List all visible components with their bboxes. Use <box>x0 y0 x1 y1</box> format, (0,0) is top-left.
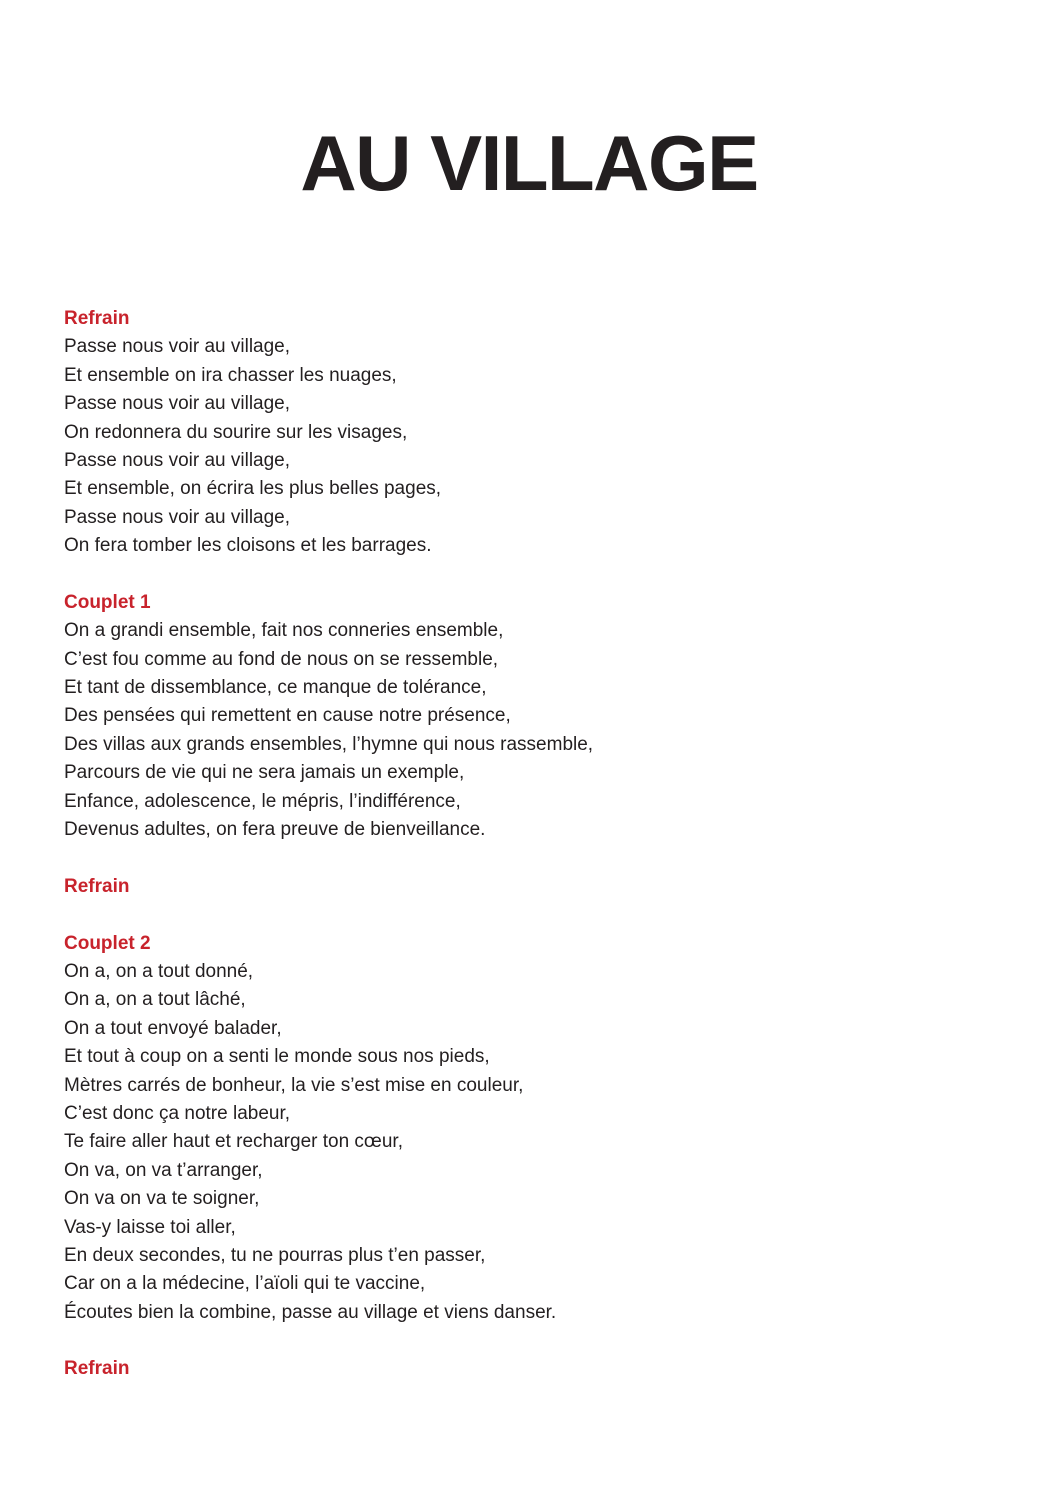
lyric-line: Des pensées qui remettent en cause notre présence, <box>64 705 511 727</box>
lyrics-body <box>64 305 964 1412</box>
lyric-line: On va, on va t’arranger, <box>64 1159 263 1181</box>
lyric-line: Écoutes bien la combine, passe au village et viens danser. <box>64 1301 557 1323</box>
lyric-line: Car on a la médecine, l’aïoli qui te vaccine, <box>64 1273 426 1295</box>
lyric-line: Passe nous voir au village, <box>64 393 291 415</box>
lyric-line: Passe nous voir au village, <box>64 506 291 528</box>
lyric-line: Et ensemble on ira chasser les nuages, <box>64 364 397 386</box>
lyric-line: Et tout à coup on a senti le monde sous nos pieds, <box>64 1046 490 1068</box>
lyric-line: Passe nous voir au village, <box>64 336 291 358</box>
section-heading: Refrain <box>64 1358 130 1380</box>
lyric-line: On a grandi ensemble, fait nos conneries ensemble, <box>64 620 504 642</box>
lyric-line: C’est donc ça notre labeur, <box>64 1102 291 1124</box>
lyric-line: Mètres carrés de bonheur, la vie s’est mise en couleur, <box>64 1074 524 1096</box>
lyric-line: On redonnera du sourire sur les visages, <box>64 421 408 443</box>
lyric-line: On a, on a tout donné, <box>64 960 254 982</box>
lyric-line: Enfance, adolescence, le mépris, l’indifférence, <box>64 790 461 812</box>
lyric-line: Passe nous voir au village, <box>64 449 291 471</box>
lyric-line: Parcours de vie qui ne sera jamais un exemple, <box>64 762 465 784</box>
page-title: AU VILLAGE <box>300 119 758 207</box>
lyric-line: On va on va te soigner, <box>64 1188 260 1210</box>
lyric-line: Vas-y laisse toi aller, <box>64 1216 236 1238</box>
lyric-line: Te faire aller haut et recharger ton cœur, <box>64 1131 403 1153</box>
section-heading: Refrain <box>64 308 130 329</box>
section-couplet-1 <box>64 589 964 845</box>
lyric-line: Et ensemble, on écrira les plus belles pages, <box>64 478 442 500</box>
section-refrain-final <box>64 1355 964 1383</box>
lyric-line: C’est fou comme au fond de nous on se ressemble, <box>64 648 499 670</box>
lyric-line: Des villas aux grands ensembles, l’hymne qui nous rassemble, <box>64 733 594 755</box>
section-heading: Refrain <box>64 875 130 897</box>
lyric-line: Devenus adultes, on fera preuve de bienveillance. <box>64 819 486 841</box>
section-refrain <box>64 305 964 561</box>
lyric-line: On fera tomber les cloisons et les barrages. <box>64 535 432 557</box>
section-refrain-repeat <box>64 873 964 901</box>
lyric-line: On a tout envoyé balader, <box>64 1017 282 1039</box>
section-heading: Couplet 2 <box>64 932 151 954</box>
section-heading: Couplet 1 <box>64 591 151 613</box>
lyric-line: En deux secondes, tu ne pourras plus t’en passer, <box>64 1244 486 1266</box>
lyric-line: Et tant de dissemblance, ce manque de tolérance, <box>64 677 487 699</box>
section-couplet-2 <box>64 930 964 1327</box>
lyric-line: On a, on a tout lâché, <box>64 989 246 1011</box>
